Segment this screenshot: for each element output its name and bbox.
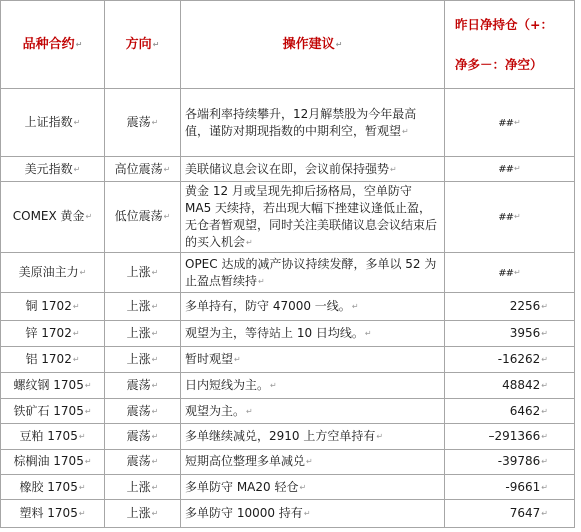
net-position-cell — [445, 372, 575, 398]
net-position-cell — [445, 181, 575, 252]
paragraph-mark-icon: ↵ — [151, 302, 159, 312]
paragraph-mark-icon: ↵ — [72, 302, 80, 312]
direction-cell — [105, 347, 181, 372]
table-row — [1, 181, 575, 252]
net-position-cell-text: ## — [498, 117, 514, 129]
advice-cell — [181, 372, 445, 398]
net-position-cell — [445, 449, 575, 474]
table-row — [1, 347, 575, 372]
direction-cell-text: 低位震荡 — [114, 209, 163, 224]
net-position-cell-text: ## — [498, 164, 514, 176]
table-row — [1, 424, 575, 449]
net-position-cell-text: 7647 — [509, 506, 541, 521]
net-position-cell-text: 48842 — [502, 377, 541, 392]
paragraph-mark-icon: ↵ — [151, 380, 159, 390]
contract-cell — [1, 157, 105, 181]
table-row — [1, 89, 575, 157]
table-row — [1, 372, 575, 398]
direction-cell — [105, 449, 181, 474]
paragraph-mark-icon: ↵ — [151, 482, 159, 492]
contract-cell-text: 铜 1702 — [25, 299, 72, 314]
advice-cell-text: OPEC 达成的减产协议持续发酵，多单以 52 为止盈点暂续持 — [185, 256, 437, 288]
direction-cell — [105, 398, 181, 423]
paragraph-mark-icon: ↵ — [234, 354, 241, 364]
paragraph-mark-icon: ↵ — [364, 329, 372, 338]
contract-cell — [1, 398, 105, 423]
advice-cell — [181, 347, 445, 372]
net-position-cell — [445, 398, 575, 423]
contract-cell — [1, 449, 105, 474]
advice-cell — [181, 157, 445, 181]
direction-cell-text: 震荡 — [126, 454, 151, 469]
direction-cell-text: 上涨 — [126, 265, 151, 280]
contract-cell — [1, 372, 105, 398]
contract-cell — [1, 424, 105, 449]
advice-cell-text: 多单持有，防守 47000 一线。 — [185, 299, 351, 314]
contract-cell-text: 上证指数 — [24, 115, 73, 130]
paragraph-mark-icon: ↵ — [72, 354, 80, 364]
paragraph-mark-icon: ↵ — [151, 329, 159, 338]
advice-cell — [181, 500, 445, 528]
paragraph-mark-icon: ↵ — [151, 457, 159, 467]
table-row — [1, 293, 575, 320]
direction-cell-text: 上涨 — [126, 506, 151, 521]
advice-cell — [181, 424, 445, 449]
paragraph-mark-icon: ↵ — [151, 406, 159, 416]
contract-cell — [1, 293, 105, 320]
advice-cell — [181, 449, 445, 474]
advice-cell — [181, 252, 445, 293]
table-row — [1, 398, 575, 423]
paragraph-mark-icon: ↵ — [270, 380, 277, 390]
paragraph-mark-icon: ↵ — [85, 212, 93, 222]
table-row — [1, 320, 575, 346]
contract-cell-text: 铝 1702 — [25, 351, 72, 366]
header-row — [1, 1, 575, 89]
advice-cell — [181, 89, 445, 157]
net-position-cell — [445, 252, 575, 293]
paragraph-mark-icon: ↵ — [390, 164, 397, 174]
advice-cell — [181, 398, 445, 423]
advice-cell-text: 黄金 12 月或呈现先抑后扬格局，空单防守 MA5 天续持，若出现大幅下挫建议逢低止盈，无仓者暂观望，同时关注美联储议息会议结束后的买入机会 — [185, 183, 438, 249]
net-position-cell-text: -39786 — [497, 454, 541, 469]
contract-cell-text: 棕榈油 1705 — [13, 454, 84, 469]
paragraph-mark-icon: ↵ — [163, 212, 171, 222]
paragraph-mark-icon: ↵ — [514, 267, 521, 277]
direction-cell-text: 震荡 — [126, 429, 151, 444]
contract-cell — [1, 252, 105, 293]
paragraph-mark-icon: ↵ — [73, 118, 81, 128]
net-position-cell — [445, 475, 575, 500]
direction-cell-text: 上涨 — [126, 299, 151, 314]
header-net-line1: 昨日净持仓（+： — [455, 16, 553, 32]
paragraph-mark-icon: ↵ — [72, 329, 80, 338]
paragraph-mark-icon: ↵ — [541, 482, 548, 492]
contract-cell — [1, 320, 105, 346]
contract-cell — [1, 347, 105, 372]
advice-cell-text: 多单防守 MA20 轻仓 — [185, 479, 299, 494]
paragraph-mark-icon: ↵ — [541, 354, 548, 364]
paragraph-mark-icon: ↵ — [84, 406, 92, 416]
net-position-cell-text: -16262 — [497, 351, 541, 366]
advice-cell-text: 观望为主。 — [185, 403, 246, 418]
net-position-cell — [445, 157, 575, 181]
advice-cell-text: 短期高位整理多单减兑 — [185, 454, 306, 469]
contract-cell — [1, 500, 105, 528]
direction-cell-text: 高位震荡 — [114, 161, 163, 176]
paragraph-mark-icon: ↵ — [151, 118, 159, 128]
advice-cell — [181, 475, 445, 500]
paragraph-mark-icon: ↵ — [514, 211, 521, 221]
paragraph-mark-icon: ↵ — [258, 276, 265, 286]
header-net-position — [445, 1, 575, 89]
contract-cell-text: 美原油主力 — [18, 265, 79, 280]
direction-cell-text: 上涨 — [126, 479, 151, 494]
net-position-cell-text: –291366 — [488, 429, 541, 444]
advice-cell-text: 多单防守 10000 持有 — [185, 506, 303, 521]
table-row — [1, 500, 575, 528]
direction-cell — [105, 181, 181, 252]
net-position-cell-text: 3956 — [509, 326, 541, 340]
contract-cell-text: 塑料 1705 — [19, 506, 78, 521]
contract-cell-text: 铁矿石 1705 — [13, 403, 84, 418]
net-position-cell — [445, 89, 575, 157]
net-position-cell-text: 2256 — [509, 299, 541, 314]
contract-cell — [1, 181, 105, 252]
advice-cell — [181, 181, 445, 252]
direction-cell-text: 上涨 — [126, 351, 151, 366]
contract-cell — [1, 89, 105, 157]
direction-cell — [105, 320, 181, 346]
direction-cell-text: 震荡 — [126, 377, 151, 392]
paragraph-mark-icon: ↵ — [246, 406, 253, 416]
paragraph-mark-icon: ↵ — [79, 268, 87, 278]
net-position-cell — [445, 500, 575, 528]
paragraph-mark-icon: ↵ — [73, 164, 81, 174]
advice-cell-text: 日内短线为主。 — [185, 377, 270, 392]
direction-cell-text: 震荡 — [126, 403, 151, 418]
contract-cell-text: 螺纹钢 1705 — [13, 377, 84, 392]
table-row — [1, 449, 575, 474]
advice-cell-text: 美联储议息会议在即，会议前保持强势 — [185, 161, 390, 176]
paragraph-mark-icon: ↵ — [541, 509, 548, 519]
paragraph-mark-icon: ↵ — [151, 509, 159, 519]
net-position-cell — [445, 424, 575, 449]
header-contract: 品种合约↵ — [1, 1, 105, 89]
direction-cell — [105, 424, 181, 449]
paragraph-mark-icon: ↵ — [151, 354, 159, 364]
paragraph-mark-icon: ↵ — [84, 457, 92, 467]
contract-cell — [1, 475, 105, 500]
paragraph-mark-icon: ↵ — [84, 380, 92, 390]
paragraph-mark-icon: ↵ — [541, 380, 548, 390]
direction-cell — [105, 475, 181, 500]
advice-cell-text: 各端利率持续攀升，12月解禁股为今年最高值，谨防对期现指数的中期利空，暂观望 — [185, 106, 417, 138]
paragraph-mark-icon: ↵ — [246, 237, 253, 247]
paragraph-mark-icon: ↵ — [402, 126, 409, 136]
table-row — [1, 157, 575, 181]
net-position-cell-text: ## — [498, 267, 514, 279]
net-position-cell-text: 6462 — [509, 403, 541, 418]
contract-cell-text: 美元指数 — [24, 161, 73, 176]
paragraph-mark-icon: ↵ — [541, 406, 548, 416]
header-net-line2: 净多－：净空） — [455, 56, 543, 72]
paragraph-mark-icon: ↵ — [78, 509, 86, 519]
direction-cell — [105, 157, 181, 181]
header-direction: 方向↵ — [105, 1, 181, 89]
paragraph-mark-icon: ↵ — [514, 164, 521, 174]
paragraph-mark-icon: ↵ — [306, 457, 313, 467]
contract-cell-text: 锌 1702 — [25, 326, 72, 340]
header-advice: 操作建议↵ — [181, 1, 445, 89]
net-position-cell — [445, 347, 575, 372]
contract-cell-text: COMEX 黄金 — [12, 209, 85, 224]
paragraph-mark-icon: ↵ — [541, 329, 548, 338]
table-row — [1, 252, 575, 293]
net-position-cell-text: ## — [498, 211, 514, 223]
paragraph-mark-icon: ↵ — [151, 432, 159, 442]
paragraph-mark-icon: ↵ — [163, 164, 171, 174]
advice-cell — [181, 320, 445, 346]
paragraph-mark-icon: ↵ — [78, 482, 86, 492]
direction-cell — [105, 372, 181, 398]
paragraph-mark-icon: ↵ — [299, 482, 307, 492]
paragraph-mark-icon: ↵ — [78, 432, 86, 442]
paragraph-mark-icon: ↵ — [541, 432, 548, 442]
table-row — [1, 475, 575, 500]
paragraph-mark-icon: ↵ — [376, 432, 384, 442]
paragraph-mark-icon: ↵ — [351, 302, 359, 312]
advice-cell — [181, 293, 445, 320]
advice-cell-text: 观望为主，等待站上 10 日均线。 — [185, 326, 364, 340]
paragraph-mark-icon: ↵ — [541, 302, 548, 312]
advice-cell-text: 多单继续减兑，2910 上方空单持有 — [185, 429, 376, 444]
direction-cell — [105, 252, 181, 293]
direction-cell — [105, 89, 181, 157]
paragraph-mark-icon: ↵ — [303, 509, 311, 519]
paragraph-mark-icon: ↵ — [514, 117, 521, 127]
paragraph-mark-icon: ↵ — [151, 268, 159, 278]
advice-cell-text: 暂时观望 — [185, 351, 234, 366]
direction-cell-text: 上涨 — [126, 326, 151, 340]
net-position-cell-text: -9661 — [505, 479, 541, 494]
net-position-cell — [445, 320, 575, 346]
contract-cell-text: 橡胶 1705 — [19, 479, 78, 494]
direction-cell — [105, 500, 181, 528]
paragraph-mark-icon: ↵ — [541, 457, 548, 467]
direction-cell-text: 震荡 — [126, 115, 151, 130]
direction-cell — [105, 293, 181, 320]
contract-cell-text: 豆粕 1705 — [19, 429, 78, 444]
net-position-cell — [445, 293, 575, 320]
